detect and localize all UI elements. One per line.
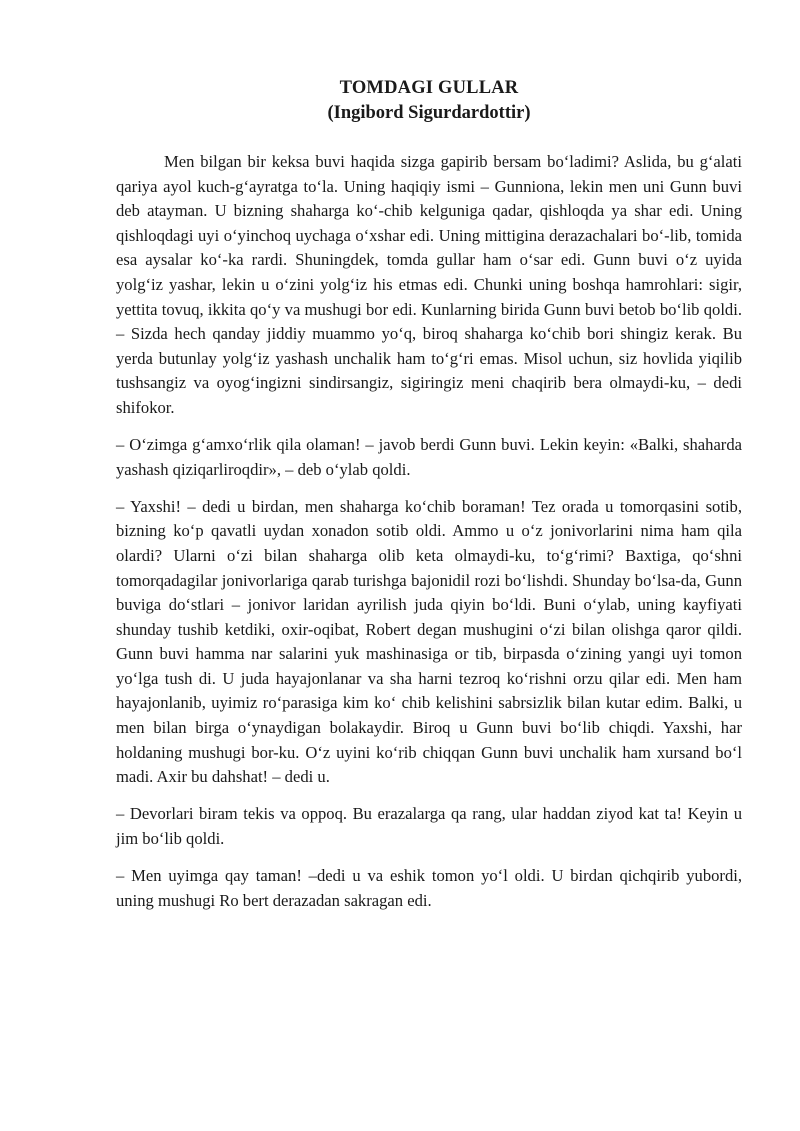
paragraph-2: – O‘zimga g‘amxo‘rlik qila olaman! – javob berdi Gunn buvi. Lekin keyin: «Balki, shaharda yashash qiziqarliroqdir», – deb o‘ylab qoldi. [116,435,742,479]
paragraph-5: – Men uyimga qay taman! –dedi u va eshik tomon yo‘l oldi. U birdan qichqirib yubordi, uning mushugi Ro bert derazadan sakragan edi. [116,866,742,910]
paragraph-1: Men bilgan bir keksa buvi haqida sizga gapirib bersam bo‘ladimi? Aslida, bu g‘alati qariya ayol kuch-g‘ayratga to‘la. Uning haqiqiy ismi – Gunniona, lekin men uni Gunn buvi deb atayman. U bizning shaharga ko‘-chib kelguniga qadar, qishloqda ya shar edi. Uning qishloqdagi uyi o‘yinchoq uychaga o‘xshar edi. Uning mittigina derazachalari bo‘-lib, tomida esa aysalar ko‘-ka rardi. Shuningdek, tomda gullar ham o‘sar edi. Gunn buvi o‘z uyida yolg‘iz yashar, lekin u o‘zini yolg‘iz his etmas edi. Chunki uning boshqa hamrohlari: sigir, yettita tovuq, ikkita qo‘y va mushugi bor edi. Kunlarning birida Gunn buvi betob bo‘lib qoldi. – Sizda hech qanday jiddiy muammo yo‘q, biroq shaharga ko‘chib bori shingiz kerak. Bu yerda butunlay yolg‘iz yashash unchalik ham to‘g‘ri emas. Misol uchun, siz hovlida yiqilib tushsangiz va oyog‘ingizni sindirsangiz, sigiringiz meni chaqirib bera olmaydi-ku, – dedi shifokor. [116,152,742,417]
document-author: (Ingibord Sigurdardottir) [327,103,531,123]
paragraph-4: – Devorlari biram tekis va oppoq. Bu erazalarga qa rang, ular haddan ziyod kat ta! Keyin u jim bo‘lib qoldi. [116,804,742,848]
paragraph-3: – Yaxshi! – dedi u birdan, men shaharga ko‘chib boraman! Tez orada u tomorqasini sotib, bizning ko‘p qavatli uydan xonadon sotib oldi. Ammo u o‘z jonivorlarini nima ham qila olardi? Ularni o‘zi bilan shaharga olib keta olmaydi-ku, to‘g‘rimi? Baxtiga, qo‘shni tomorqadagilar jonivorlariga qarab turishga bajonidil rozi bo‘lishdi. Shunday bo‘lsa-da, Gunn buviga do‘stlari – jonivor laridan ayrilish juda qiyin bo‘ldi. Buni o‘ylab, uning kayfiyati shunday tushib ketdiki, oxir-oqibat, Robert degan mushugini o‘zi bilan olishga qaror qildi. Gunn buvi hamma nar salarini yuk mashinasiga or tib, birpasda o‘zining yangi uyi tomon yo‘lga tush di. U juda hayajonlanar va sha harni tezroq ko‘rishni orzu qilar edi. Men ham hayajonlanib, uyimiz ro‘parasiga kim ko‘ chib kelishini sabrsizlik bilan kutar edim. Balki, u men bilan birga o‘ynaydigan bolakaydir. Biroq u Gunn buvi bo‘lib chiqdi. Yaxshi, har holdaning mushugi bor-ku. O‘z uyini ko‘rib chiqqan Gunn buvi unchalik ham xursand bo‘l madi. Axir bu dahshat! – dedi u. [116,496,742,787]
document-body [116,76,742,926]
document-title: TOMDAGI GULLAR [339,78,519,98]
